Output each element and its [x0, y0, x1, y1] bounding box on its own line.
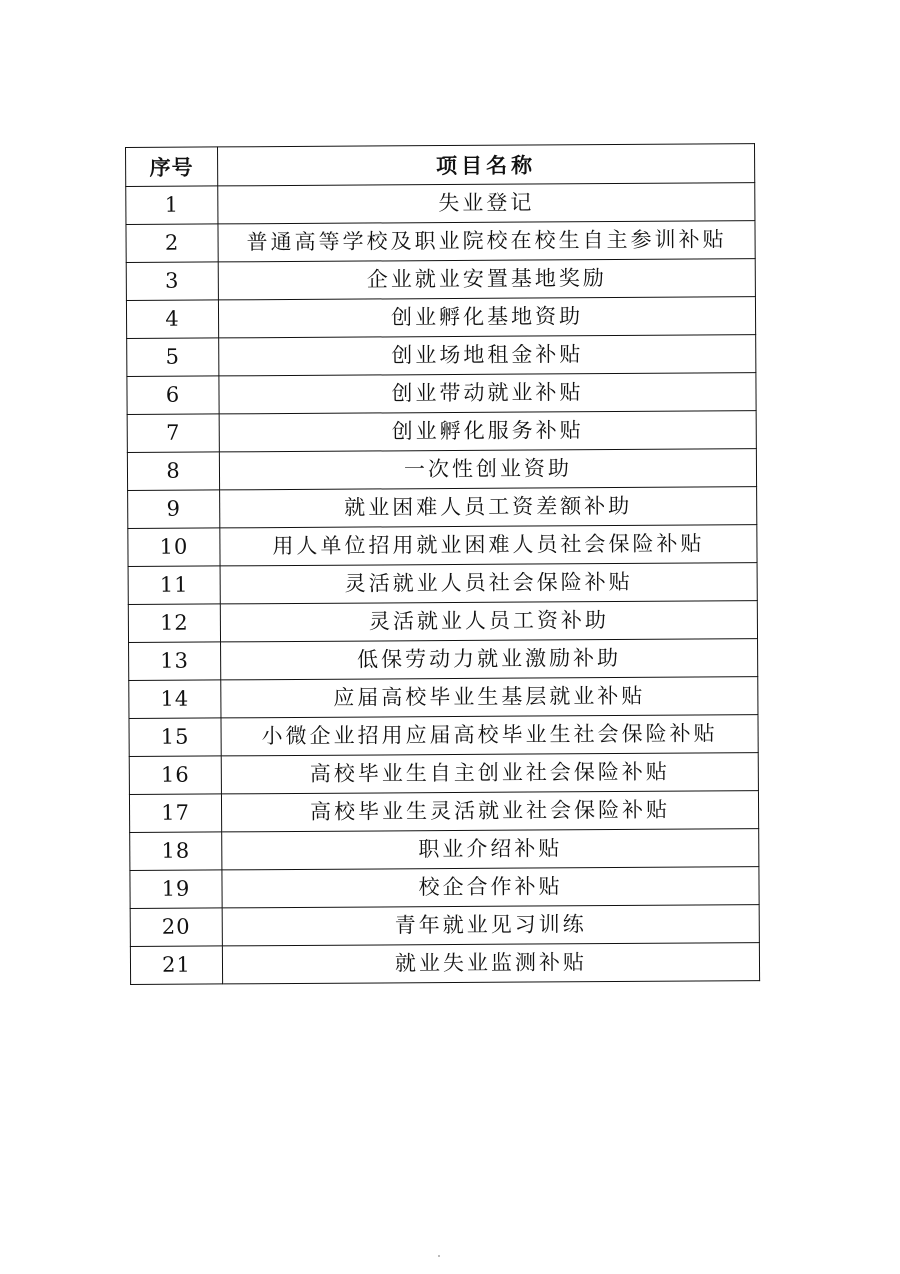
row-project-name: 就业失业监测补贴 — [222, 943, 759, 984]
row-serial-number: 18 — [130, 832, 222, 871]
table-row — [128, 601, 757, 643]
row-project-name: 灵活就业人员工资补助 — [220, 601, 757, 642]
table-row — [130, 867, 759, 909]
row-serial-number: 14 — [129, 680, 221, 719]
table-row — [126, 183, 755, 225]
table-row — [129, 677, 758, 719]
row-serial-number: 7 — [127, 414, 219, 453]
row-project-name: 灵活就业人员社会保险补贴 — [220, 563, 757, 604]
row-serial-number: 6 — [127, 376, 219, 415]
table-row — [129, 639, 758, 681]
table-row — [128, 487, 757, 529]
row-serial-number: 20 — [130, 908, 222, 947]
row-serial-number: 4 — [126, 300, 218, 339]
scan-speck — [438, 1255, 440, 1257]
header-project-name: 项目名称 — [218, 144, 755, 186]
row-project-name: 失业登记 — [218, 183, 755, 224]
table-row — [130, 943, 759, 985]
row-serial-number: 5 — [127, 338, 219, 377]
row-serial-number: 19 — [130, 870, 222, 909]
table-row — [126, 259, 755, 301]
row-project-name: 创业孵化服务补贴 — [219, 411, 756, 452]
row-serial-number: 15 — [129, 718, 221, 757]
row-serial-number: 16 — [129, 756, 221, 795]
table-row — [127, 449, 756, 491]
row-serial-number: 17 — [129, 794, 221, 833]
table-row — [129, 791, 758, 833]
table-body — [126, 183, 760, 985]
row-serial-number: 3 — [126, 262, 218, 301]
table-row — [129, 753, 758, 795]
row-project-name: 校企合作补贴 — [222, 867, 759, 908]
table-row — [126, 297, 755, 339]
project-table — [125, 143, 760, 985]
row-project-name: 应届高校毕业生基层就业补贴 — [221, 677, 758, 718]
row-project-name: 一次性创业资助 — [219, 449, 756, 490]
row-serial-number: 2 — [126, 224, 218, 263]
table-header-row — [126, 144, 755, 187]
table-row — [127, 411, 756, 453]
row-serial-number: 12 — [128, 604, 220, 643]
row-project-name: 青年就业见习训练 — [222, 905, 759, 946]
row-project-name: 企业就业安置基地奖励 — [218, 259, 755, 300]
header-serial-number: 序号 — [126, 147, 218, 187]
table-row — [128, 563, 757, 605]
row-serial-number: 10 — [128, 528, 220, 567]
row-project-name: 创业孵化基地资助 — [218, 297, 755, 338]
row-serial-number: 8 — [127, 452, 219, 491]
row-serial-number: 9 — [128, 490, 220, 529]
row-project-name: 创业场地租金补贴 — [219, 335, 756, 376]
table-row — [126, 221, 755, 263]
table-row — [130, 905, 759, 947]
row-project-name: 小微企业招用应届高校毕业生社会保险补贴 — [221, 715, 758, 756]
row-serial-number: 1 — [126, 186, 218, 225]
table-row — [130, 829, 759, 871]
row-serial-number: 21 — [130, 946, 222, 985]
row-project-name: 普通高等学校及职业院校在校生自主参训补贴 — [218, 221, 755, 262]
table-row — [127, 373, 756, 415]
table-row — [127, 335, 756, 377]
row-serial-number: 11 — [128, 566, 220, 605]
row-project-name: 高校毕业生灵活就业社会保险补贴 — [221, 791, 758, 832]
row-project-name: 创业带动就业补贴 — [219, 373, 756, 414]
row-project-name: 用人单位招用就业困难人员社会保险补贴 — [220, 525, 757, 566]
row-project-name: 低保劳动力就业激励补助 — [221, 639, 758, 680]
row-project-name: 就业困难人员工资差额补助 — [220, 487, 757, 528]
row-project-name: 职业介绍补贴 — [222, 829, 759, 870]
row-serial-number: 13 — [129, 642, 221, 681]
table-row — [128, 525, 757, 567]
table-row — [129, 715, 758, 757]
row-project-name: 高校毕业生自主创业社会保险补贴 — [221, 753, 758, 794]
